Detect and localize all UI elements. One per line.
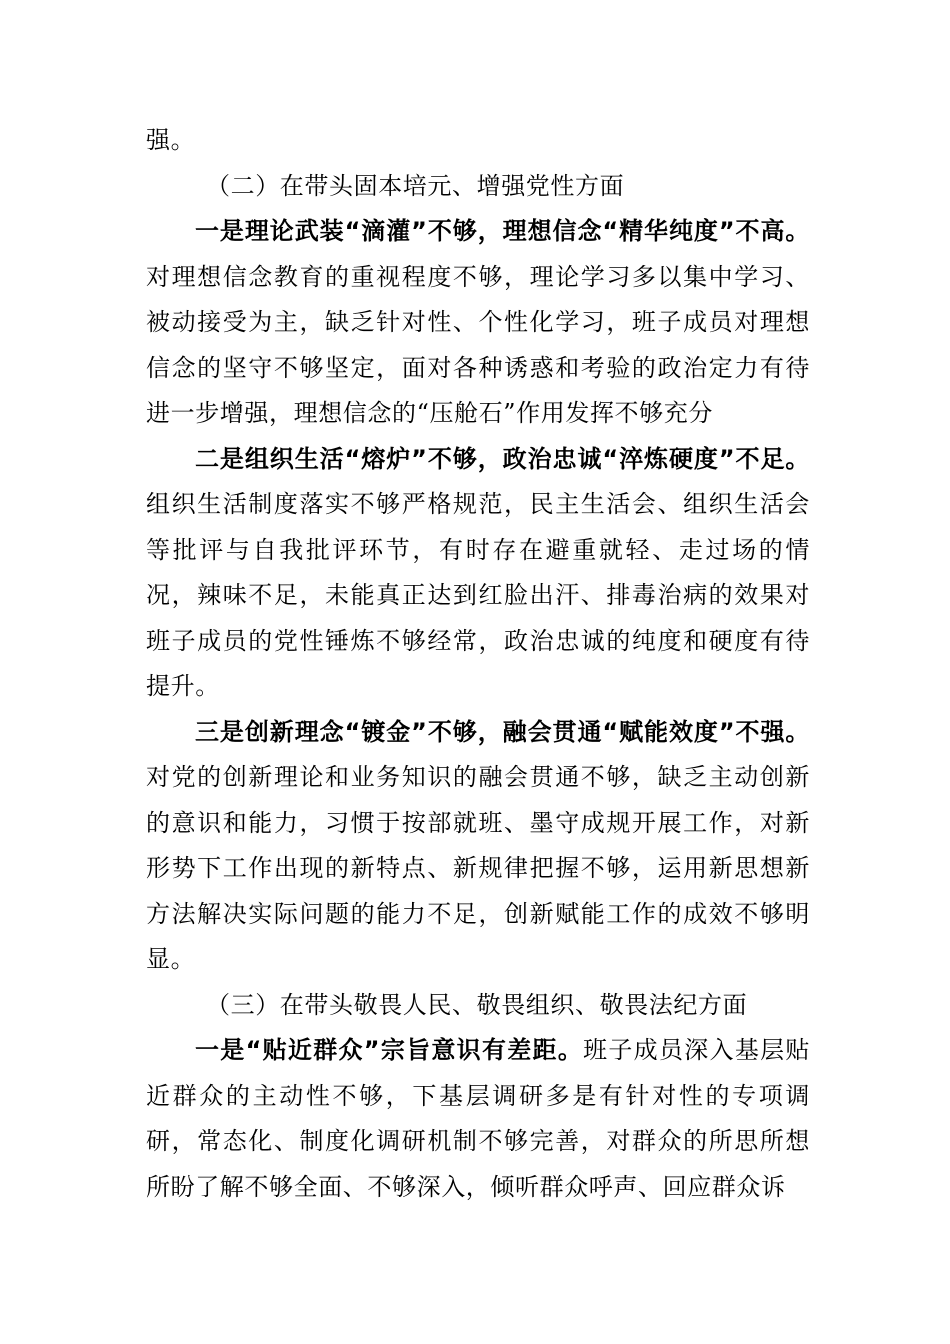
paragraph-innovation-body: 对党的创新理论和业务知识的融会贯通不够，缺乏主动创新的意识和能力，习惯于按部就班、墨守成规开展工作，对新形势下工作出现的新特点、新规律把握不够，运用新思想新方法解决实际问题的能力不足，创新赋能工作的成效不够明显。 [146, 763, 810, 973]
paragraph-organization [146, 437, 810, 710]
section-heading-2-text: （二）在带头固本培元、增强党性方面 [206, 171, 625, 200]
continuation-text: 强。 [146, 126, 196, 154]
section-heading-3 [146, 983, 810, 1029]
paragraph-innovation-lead: 三是创新理念“镀金”不够，融会贯通“赋能效度”不强。 [195, 717, 810, 746]
document-body [146, 118, 810, 1210]
section-heading-3-text: （三）在带头敬畏人民、敬畏组织、敬畏法纪方面 [206, 990, 748, 1019]
paragraph-innovation [146, 710, 810, 983]
paragraph-organization-lead: 二是组织生活“熔炉”不够，政治忠诚“淬炼硬度”不足。 [195, 444, 810, 473]
section-heading-2 [146, 164, 810, 210]
paragraph-theory-body: 对理想信念教育的重视程度不够，理论学习多以集中学习、被动接受为主，缺乏针对性、个性化学习，班子成员对理想信念的坚守不够坚定，面对各种诱惑和考验的政治定力有待进一步增强，理想信念的“压舱石”作用发挥不够充分 [146, 262, 810, 427]
paragraph-masses [146, 1028, 810, 1210]
continuation-paragraph [146, 118, 810, 164]
paragraph-masses-body: 班子成员深入基层贴近群众的主动性不够，下基层调研多是有针对性的专项调研，常态化、制度化调研机制不够完善，对群众的所思所想所盼了解不够全面、不够深入，倾听群众呼声、回应群众诉 [146, 1036, 810, 1201]
paragraph-masses-lead: 一是“贴近群众”宗旨意识有差距。 [195, 1036, 584, 1064]
paragraph-theory-lead: 一是理论武装“滴灌”不够，理想信念“精华纯度”不高。 [195, 217, 810, 245]
paragraph-organization-body: 组织生活制度落实不够严格规范，民主生活会、组织生活会等批评与自我批评环节，有时存在避重就轻、走过场的情况，辣味不足，未能真正达到红脸出汗、排毒治病的效果对班子成员的党性锤炼不够经常，政治忠诚的纯度和硬度有待提升。 [146, 490, 810, 700]
paragraph-theory [146, 209, 810, 437]
